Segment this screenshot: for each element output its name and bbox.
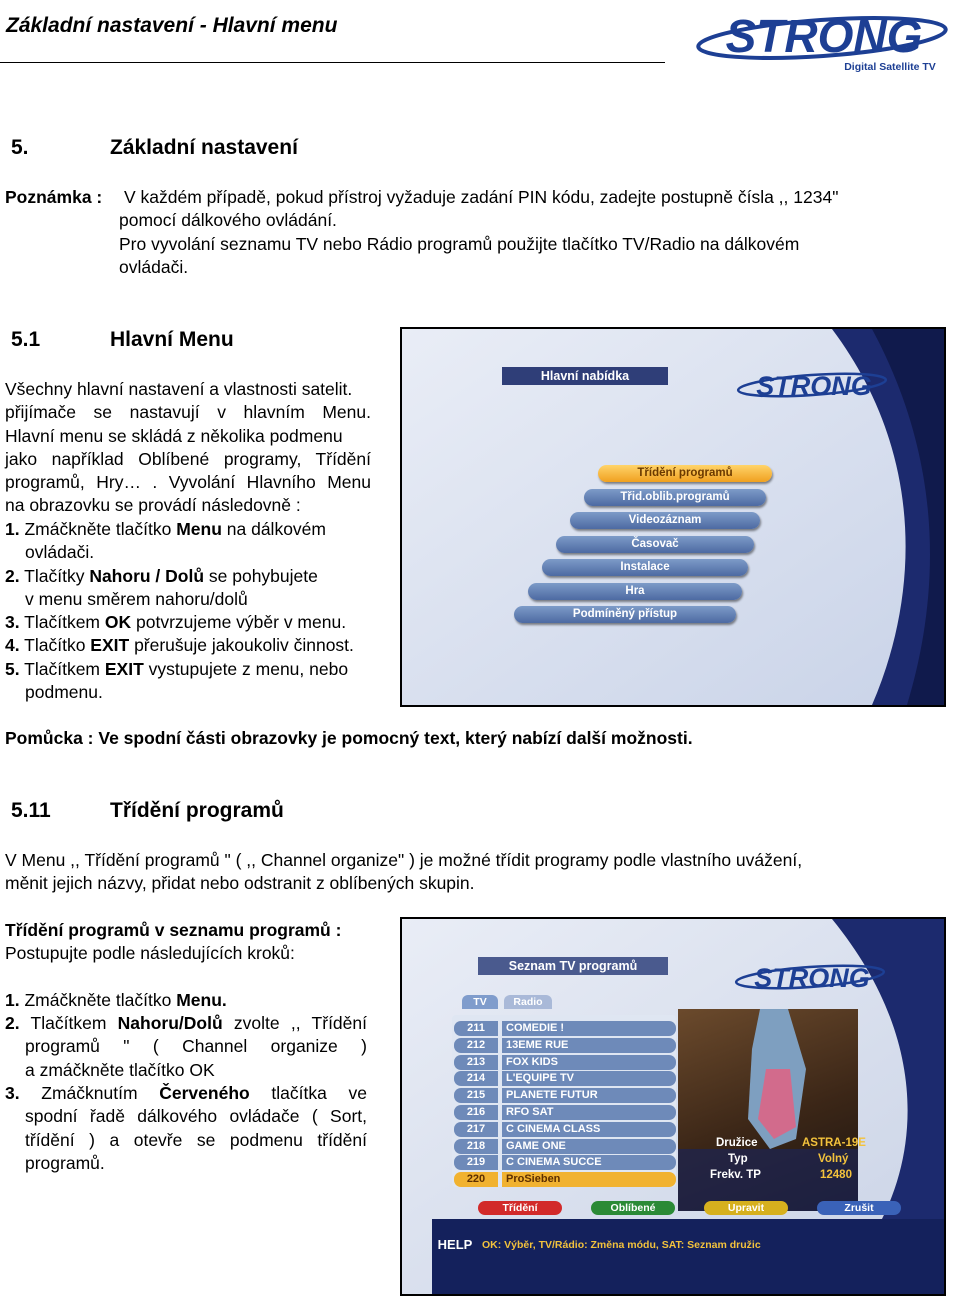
channel-number: 219 — [454, 1155, 498, 1170]
sort-step-3-line — [5, 1129, 367, 1152]
channel-name: ProSieben — [502, 1172, 676, 1187]
channel-number: 218 — [454, 1139, 498, 1154]
menu-item-installation[interactable]: Instalace — [542, 559, 748, 576]
step-text: spodní řadě dálkového ovládače ( Sort, — [25, 1106, 367, 1127]
step-1-cont: ovládači. — [25, 542, 95, 563]
tv-list-screenshot — [400, 917, 946, 1296]
favorites-button[interactable]: Oblíbené — [591, 1201, 675, 1215]
channel-number: 216 — [454, 1105, 498, 1120]
step-number: 1. — [5, 989, 20, 1010]
channel-list — [452, 1015, 676, 1187]
section-51-steps — [5, 518, 390, 704]
section-511-paragraph — [5, 849, 945, 896]
logo-tagline: Digital Satellite TV — [844, 61, 936, 73]
strong-logo-small-icon — [732, 367, 892, 405]
note-label: Poznámka : — [5, 187, 103, 207]
sort-button[interactable]: Třídění — [478, 1201, 562, 1215]
sub-intro: Postupujte podle následujících kroků: — [5, 943, 295, 964]
tip-text: Pomůcka : Ve spodní části obrazovky je pomocný text, který nabízí další možnosti. — [5, 728, 693, 748]
menu-item-conditional-access[interactable]: Podmíněný přístup — [514, 606, 736, 623]
channel-name: GAME ONE — [502, 1139, 676, 1154]
screen-brand — [732, 367, 892, 405]
sub-heading: Třídění programů v seznamu programů : — [5, 920, 342, 940]
step-2-cont: v menu směrem nahoru/dolů — [25, 588, 248, 609]
section-511-title: Třídění programů — [110, 799, 284, 822]
paragraph-line: na obrazovku se provádí následovně : — [5, 495, 301, 516]
cancel-button[interactable]: Zrušit — [817, 1201, 901, 1215]
paragraph-line: Všechny hlavní nastavení a vlastnosti satelit. — [5, 379, 353, 399]
tab-radio[interactable]: Radio — [504, 995, 552, 1009]
step-text: třídění ) a otevře se podmenu třídění — [25, 1129, 367, 1150]
help-text: OK: Výběr, TV/Rádio: Změna módu, SAT: Seznam družic — [482, 1239, 761, 1251]
strong-logo — [692, 8, 954, 74]
paragraph-line: jako například Oblíbené programy, Třídění — [5, 448, 371, 469]
step-text: Červeného — [159, 1083, 250, 1104]
info-value: ASTRA-19E — [802, 1137, 866, 1149]
channel-name: COMEDIE ! — [502, 1021, 676, 1036]
step-number: 3. — [5, 1083, 20, 1104]
paragraph-line: Hlavní menu se skládá z několika podmenu — [5, 425, 343, 446]
paragraph-line: programů, Hry… . Vyvolání Hlavního Menu — [5, 472, 371, 493]
paragraph-line: přijímače se nastavují v hlavním Menu. — [5, 402, 371, 423]
channel-number: 217 — [454, 1122, 498, 1137]
step-3: 3. Tlačítkem OK potvrzujeme výběr v menu. — [5, 612, 347, 633]
menu-item-sort-favorites[interactable]: Třid.oblib.programů — [584, 489, 766, 506]
sort-steps-list — [5, 989, 367, 1175]
paragraph-line: měnit jejich názvy, přidat nebo odstranit z oblíbených skupin. — [5, 873, 475, 894]
channel-name: FOX KIDS — [502, 1055, 676, 1070]
sort-step-2-line — [5, 1012, 367, 1035]
section-51-number: 5.1 — [11, 328, 41, 351]
step-text: Zmáčkněte tlačítko — [19, 989, 177, 1010]
step-text: programů. — [25, 1152, 105, 1173]
note-line: V každém případě, pokud přístroj vyžaduje zadání PIN kódu, zadejte postupně čísla ,, 1234" — [124, 187, 839, 207]
strong-logo-icon — [692, 8, 954, 74]
svg-text:STRONG: STRONG — [756, 371, 872, 401]
section-51-paragraph — [5, 378, 371, 518]
step-5: 5. Tlačítkem EXIT vystupujete z menu, nebo — [5, 658, 349, 679]
step-1: 1. Zmáčkněte tlačítko Menu na dálkovém — [5, 519, 326, 539]
info-label: Frekv. TP — [710, 1169, 761, 1181]
section-51-title: Hlavní Menu — [110, 328, 234, 351]
step-text: tlačítka ve — [249, 1083, 367, 1104]
section-5-title: Základní nastavení — [110, 136, 298, 159]
sort-step-2-line — [5, 1035, 367, 1058]
channel-number: 214 — [454, 1071, 498, 1086]
channel-name: C CINEMA SUCCE — [502, 1155, 676, 1170]
screen-title: Seznam TV programů — [478, 957, 668, 975]
section-511-steps-block — [5, 919, 390, 1175]
channel-number: 211 — [454, 1021, 498, 1036]
step-text: programů " ( Channel organize ) — [25, 1036, 367, 1057]
step-4: 4. Tlačítko EXIT přerušuje jakoukoliv činnost. — [5, 635, 354, 656]
step-text: a zmáčkněte tlačítko OK — [25, 1059, 215, 1080]
note-line: pomocí dálkového ovládání. — [119, 210, 337, 231]
channel-number: 220 — [454, 1172, 498, 1187]
channel-name: RFO SAT — [502, 1105, 676, 1120]
color-buttons — [462, 1201, 882, 1217]
screen-title: Hlavní nabídka — [502, 367, 668, 385]
svg-text:STRONG: STRONG — [754, 963, 870, 993]
header-rule — [0, 62, 665, 63]
menu-item-sort-programs[interactable]: Třídění programů — [598, 465, 772, 482]
info-value: 12480 — [820, 1169, 852, 1181]
step-text: Tlačítkem — [19, 1013, 118, 1034]
step-text: Nahoru/Dolů — [117, 1013, 223, 1034]
page-header-title: Základní nastavení - Hlavní menu — [6, 14, 338, 37]
note-line: Pro vyvolání seznamu TV nebo Rádio programů použijte tlačítko TV/Radio na dálkovém — [119, 233, 800, 254]
info-label: Družice — [716, 1137, 758, 1149]
sort-step-3-line — [5, 1152, 367, 1175]
channel-name: PLANETE FUTUR — [502, 1088, 676, 1103]
step-2: 2. Tlačítky Nahoru / Dolů se pohybujete — [5, 565, 318, 586]
section-511-number: 5.11 — [11, 799, 51, 822]
info-row — [702, 1167, 902, 1183]
info-value: Volný — [818, 1153, 849, 1165]
step-5-cont: podmenu. — [25, 682, 103, 703]
channel-number: 213 — [454, 1055, 498, 1070]
sort-step-1-line — [5, 989, 367, 1012]
step-text: Menu. — [176, 989, 227, 1010]
screen-brand — [730, 959, 890, 997]
tab-tv[interactable]: TV — [462, 995, 498, 1009]
edit-button[interactable]: Upravit — [704, 1201, 788, 1215]
paragraph-line: V Menu ,, Třídění programů " ( ,, Channel organize" ) je možné třídit programy podle vlastního uvážení, — [5, 850, 803, 870]
channel-number: 212 — [454, 1038, 498, 1053]
note-text — [119, 186, 919, 279]
menu-item-game[interactable]: Hra — [528, 583, 742, 600]
strong-logo-small-icon — [730, 959, 890, 997]
channel-name: C CINEMA CLASS — [502, 1122, 676, 1137]
main-menu-screenshot — [400, 327, 946, 707]
step-number: 2. — [5, 1013, 20, 1034]
info-row — [702, 1135, 902, 1151]
channel-name: L'EQUIPE TV — [502, 1071, 676, 1086]
step-text: Zmáčknutím — [19, 1083, 160, 1104]
info-row — [702, 1151, 902, 1167]
menu-item-recording[interactable]: Videozáznam — [570, 512, 760, 529]
note-line: ovládači. — [119, 256, 189, 277]
sort-step-3-line — [5, 1105, 367, 1128]
section-5-number: 5. — [11, 136, 29, 159]
step-text: zvolte ,, Třídění — [222, 1013, 367, 1034]
logo-wordmark: STRONG — [725, 10, 923, 62]
menu-item-timer[interactable]: Časovač — [556, 536, 754, 553]
info-label: Typ — [728, 1153, 748, 1165]
sort-step-3-line — [5, 1082, 367, 1105]
channel-number: 215 — [454, 1088, 498, 1103]
help-label: HELP — [432, 1235, 478, 1255]
channel-name: 13EME RUE — [502, 1038, 676, 1053]
sort-step-2-line — [5, 1059, 367, 1082]
